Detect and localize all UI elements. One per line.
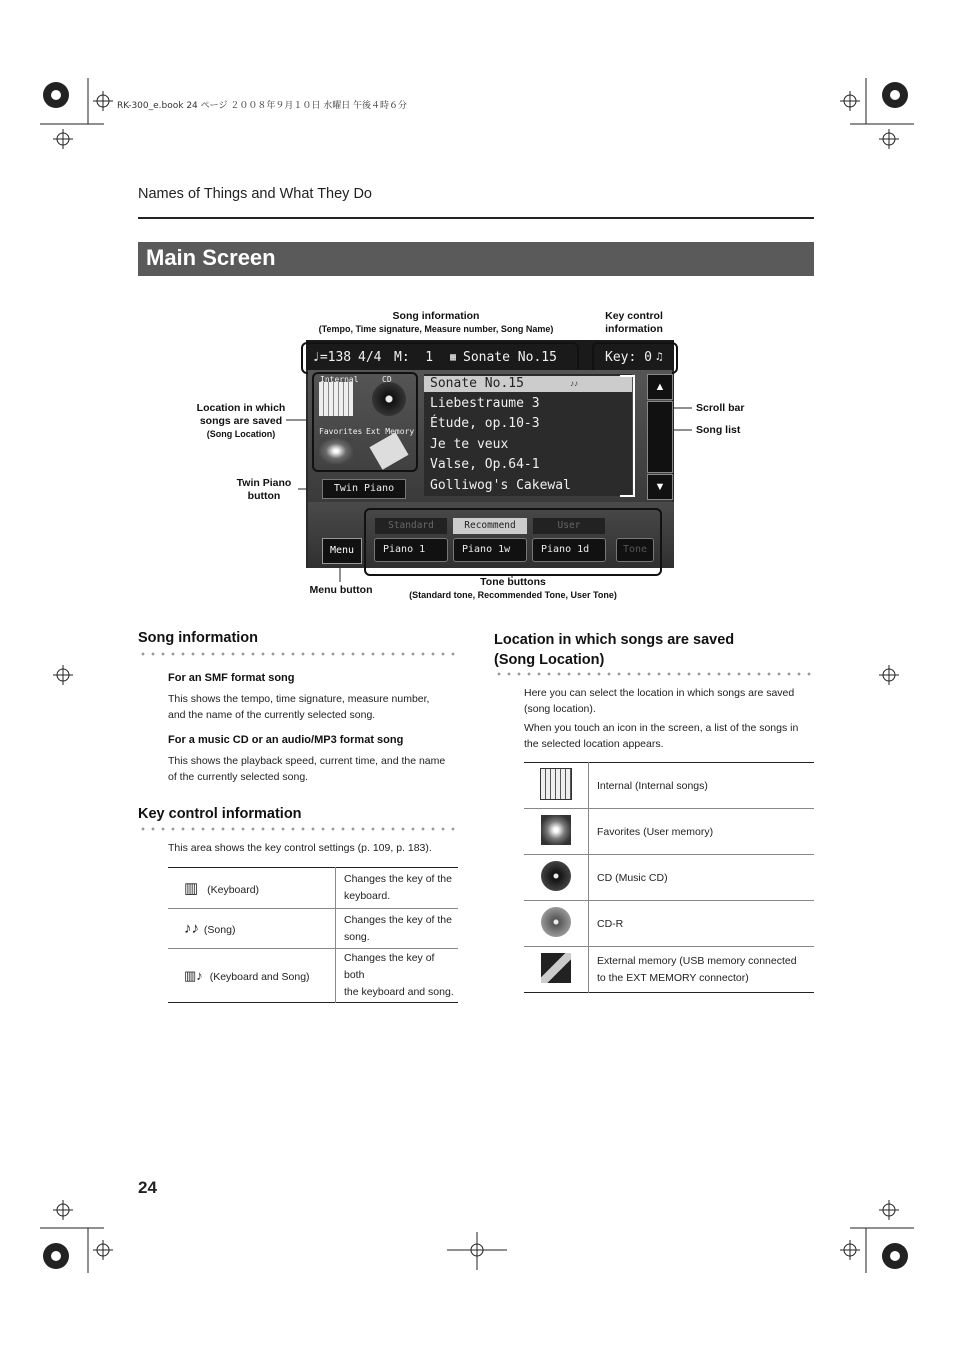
location-internal-label: Internal (Internal songs): [597, 779, 708, 792]
tab-user[interactable]: User: [533, 518, 605, 534]
song-item-3[interactable]: Étude, op.10-3: [430, 416, 540, 431]
dotted-divider: [138, 827, 460, 831]
time-signature-display: 4/4: [358, 350, 382, 365]
song-location-heading-1: Location in which songs are saved: [494, 632, 735, 648]
callout-song-list: Song list: [696, 424, 741, 436]
table-cell: [524, 855, 589, 901]
song-item-4[interactable]: Je te veux: [430, 437, 509, 452]
callout-menu: Menu button: [309, 584, 373, 596]
scroll-up-button[interactable]: ▲: [647, 374, 673, 400]
table-row: [524, 855, 814, 901]
banner-title: Main Screen: [146, 245, 276, 270]
tab-standard[interactable]: Standard: [375, 518, 447, 534]
song-desc-2: song.: [344, 930, 370, 943]
dotted-divider: [138, 652, 460, 656]
callout-location-1: Location in which: [196, 402, 286, 414]
smf-subheading: For an SMF format song: [168, 672, 295, 684]
keyboard-label: (Keyboard): [207, 884, 260, 896]
usb-memory-icon: [541, 953, 571, 983]
song-list-bracket: [616, 374, 638, 498]
song-location-text: [524, 685, 798, 752]
callout-twin-2: button: [247, 490, 281, 502]
location-cd-label: CD (Music CD): [597, 871, 668, 884]
table-cell: [524, 947, 589, 993]
smf-text: [168, 691, 429, 723]
smf-text-1: This shows the tempo, time signature, measure number,: [168, 693, 430, 705]
cd-location-icon[interactable]: [372, 382, 406, 416]
callout-key-control-2: information: [605, 323, 663, 335]
key-control-table: [168, 867, 458, 1003]
table-cell: [524, 763, 589, 809]
keyboard-and-song-icon: ♫: [656, 350, 663, 363]
internal-location-icon[interactable]: [319, 382, 353, 416]
keyboard-desc-2: keyboard.: [344, 890, 391, 902]
keyboard-icon: ▥: [184, 880, 199, 897]
table-row: [168, 949, 458, 1003]
callout-scroll-bar: Scroll bar: [696, 402, 745, 414]
favorites-label: Favorites: [319, 427, 363, 436]
key-control-heading: Key control information: [138, 806, 302, 822]
location-cd-r-label: CD-R: [597, 917, 624, 930]
table-row: [524, 809, 814, 855]
table-cell: [524, 901, 589, 947]
song-icon: ♪♪: [184, 920, 199, 937]
sparkle-icon: [541, 815, 571, 845]
callout-location-3: (Song Location): [206, 429, 276, 439]
twin-piano-button[interactable]: Twin Piano: [322, 479, 406, 499]
table-cell: [336, 949, 459, 1003]
song-desc-1: Changes the key of the: [344, 913, 452, 926]
scroll-bar[interactable]: [647, 401, 673, 473]
song-location-text-4: the selected location appears.: [524, 738, 664, 750]
callout-song-info-title: Song information: [392, 310, 480, 322]
song-location-text-3: When you touch an icon in the screen, a list of the songs in: [524, 722, 799, 734]
cd-text-2: of the currently selected song.: [168, 771, 309, 783]
keyboard-and-song-icon: ▥♪: [184, 967, 203, 983]
favorites-location-icon[interactable]: [319, 438, 353, 464]
cd-text-1: This shows the playback speed, current time, and the name: [168, 755, 446, 767]
tone-button-1[interactable]: Piano 1: [374, 538, 448, 562]
song-name-display: Sonate No.15: [463, 350, 557, 365]
song-item-6[interactable]: Golliwog's Cakewal: [430, 478, 571, 493]
table-row: [524, 901, 814, 947]
song-info-heading: Song information: [138, 630, 259, 646]
cd-r-icon: [541, 907, 571, 937]
piano-keys-icon: [540, 768, 572, 800]
table-cell: [336, 909, 459, 949]
callout-song-info-sub: (Tempo, Time signature, Measure number, Song Name): [318, 324, 554, 334]
tone-button[interactable]: Tone: [616, 538, 654, 562]
dotted-divider: [494, 672, 816, 676]
scroll-down-button[interactable]: ▼: [647, 474, 673, 500]
song-item-1[interactable]: Sonate No.15: [430, 376, 524, 391]
book-icon: ▦: [450, 352, 457, 363]
table-cell: [168, 909, 336, 949]
ext-memory-label: Ext Memory: [366, 427, 415, 436]
table-cell: [168, 868, 336, 909]
location-favorites-label: Favorites (User memory): [597, 825, 714, 838]
callout-location-2: songs are saved: [199, 415, 283, 427]
cd-label: CD: [382, 375, 392, 384]
score-icon: ♪♪: [570, 379, 578, 388]
section-title: Names of Things and What They Do: [138, 186, 372, 202]
table-cell: [589, 947, 815, 993]
menu-button[interactable]: Menu: [322, 538, 362, 564]
page-number: 24: [138, 1178, 157, 1197]
internal-label: Internal: [320, 375, 359, 384]
callout-tone-title: Tone buttons: [480, 576, 546, 588]
tone-button-3[interactable]: Piano 1d: [532, 538, 606, 562]
location-ext-label-2: to the EXT MEMORY connector): [597, 971, 749, 984]
song-item-2[interactable]: Liebestraume 3: [430, 396, 540, 411]
song-location-heading: [494, 630, 734, 670]
table-cell: [336, 868, 459, 909]
measure-display: M: 1: [394, 350, 434, 365]
table-row: [168, 868, 458, 909]
keyboard-and-song-label: (Keyboard and Song): [209, 970, 310, 983]
song-location-text-2: (song location).: [524, 703, 596, 715]
table-row: [168, 909, 458, 949]
song-item-5[interactable]: Valse, Op.64-1: [430, 457, 540, 472]
song-location-text-1: Here you can select the location in which songs are saved: [524, 687, 795, 699]
callout-key-control-1: Key control: [605, 310, 663, 322]
song-location-heading-2: (Song Location): [494, 652, 605, 668]
cd-text: [168, 753, 445, 785]
song-location-table: [524, 762, 814, 993]
tone-button-2[interactable]: Piano 1w: [453, 538, 527, 562]
both-desc-1: Changes the key of both: [344, 952, 435, 981]
table-cell: [524, 809, 589, 855]
callout-twin-1: Twin Piano: [236, 477, 292, 489]
tab-recommend[interactable]: Recommend: [453, 518, 527, 534]
cd-subheading: For a music CD or an audio/MP3 format song: [168, 734, 404, 746]
tempo-display: ♩=138: [312, 350, 352, 365]
keyboard-desc-1: Changes the key of the: [344, 873, 452, 885]
key-control-intro: This area shows the key control settings (p. 109, p. 183).: [168, 842, 432, 854]
location-ext-label-1: External memory (USB memory connected: [597, 954, 797, 967]
print-header: RK-300_e.book 24 ページ ２００８年９月１０日 水曜日 午後４時６分: [117, 101, 408, 111]
both-desc-2: the keyboard and song.: [344, 986, 454, 998]
table-row: [524, 947, 814, 993]
table-row: [524, 763, 814, 809]
key-display: Key: 0: [605, 350, 652, 365]
smf-text-2: and the name of the currently selected song.: [168, 709, 376, 721]
table-cell: [168, 949, 336, 1003]
callout-tone-sub: (Standard tone, Recommended Tone, User Tone): [409, 590, 617, 600]
song-label: (Song): [203, 924, 236, 936]
cd-icon: [541, 861, 571, 891]
